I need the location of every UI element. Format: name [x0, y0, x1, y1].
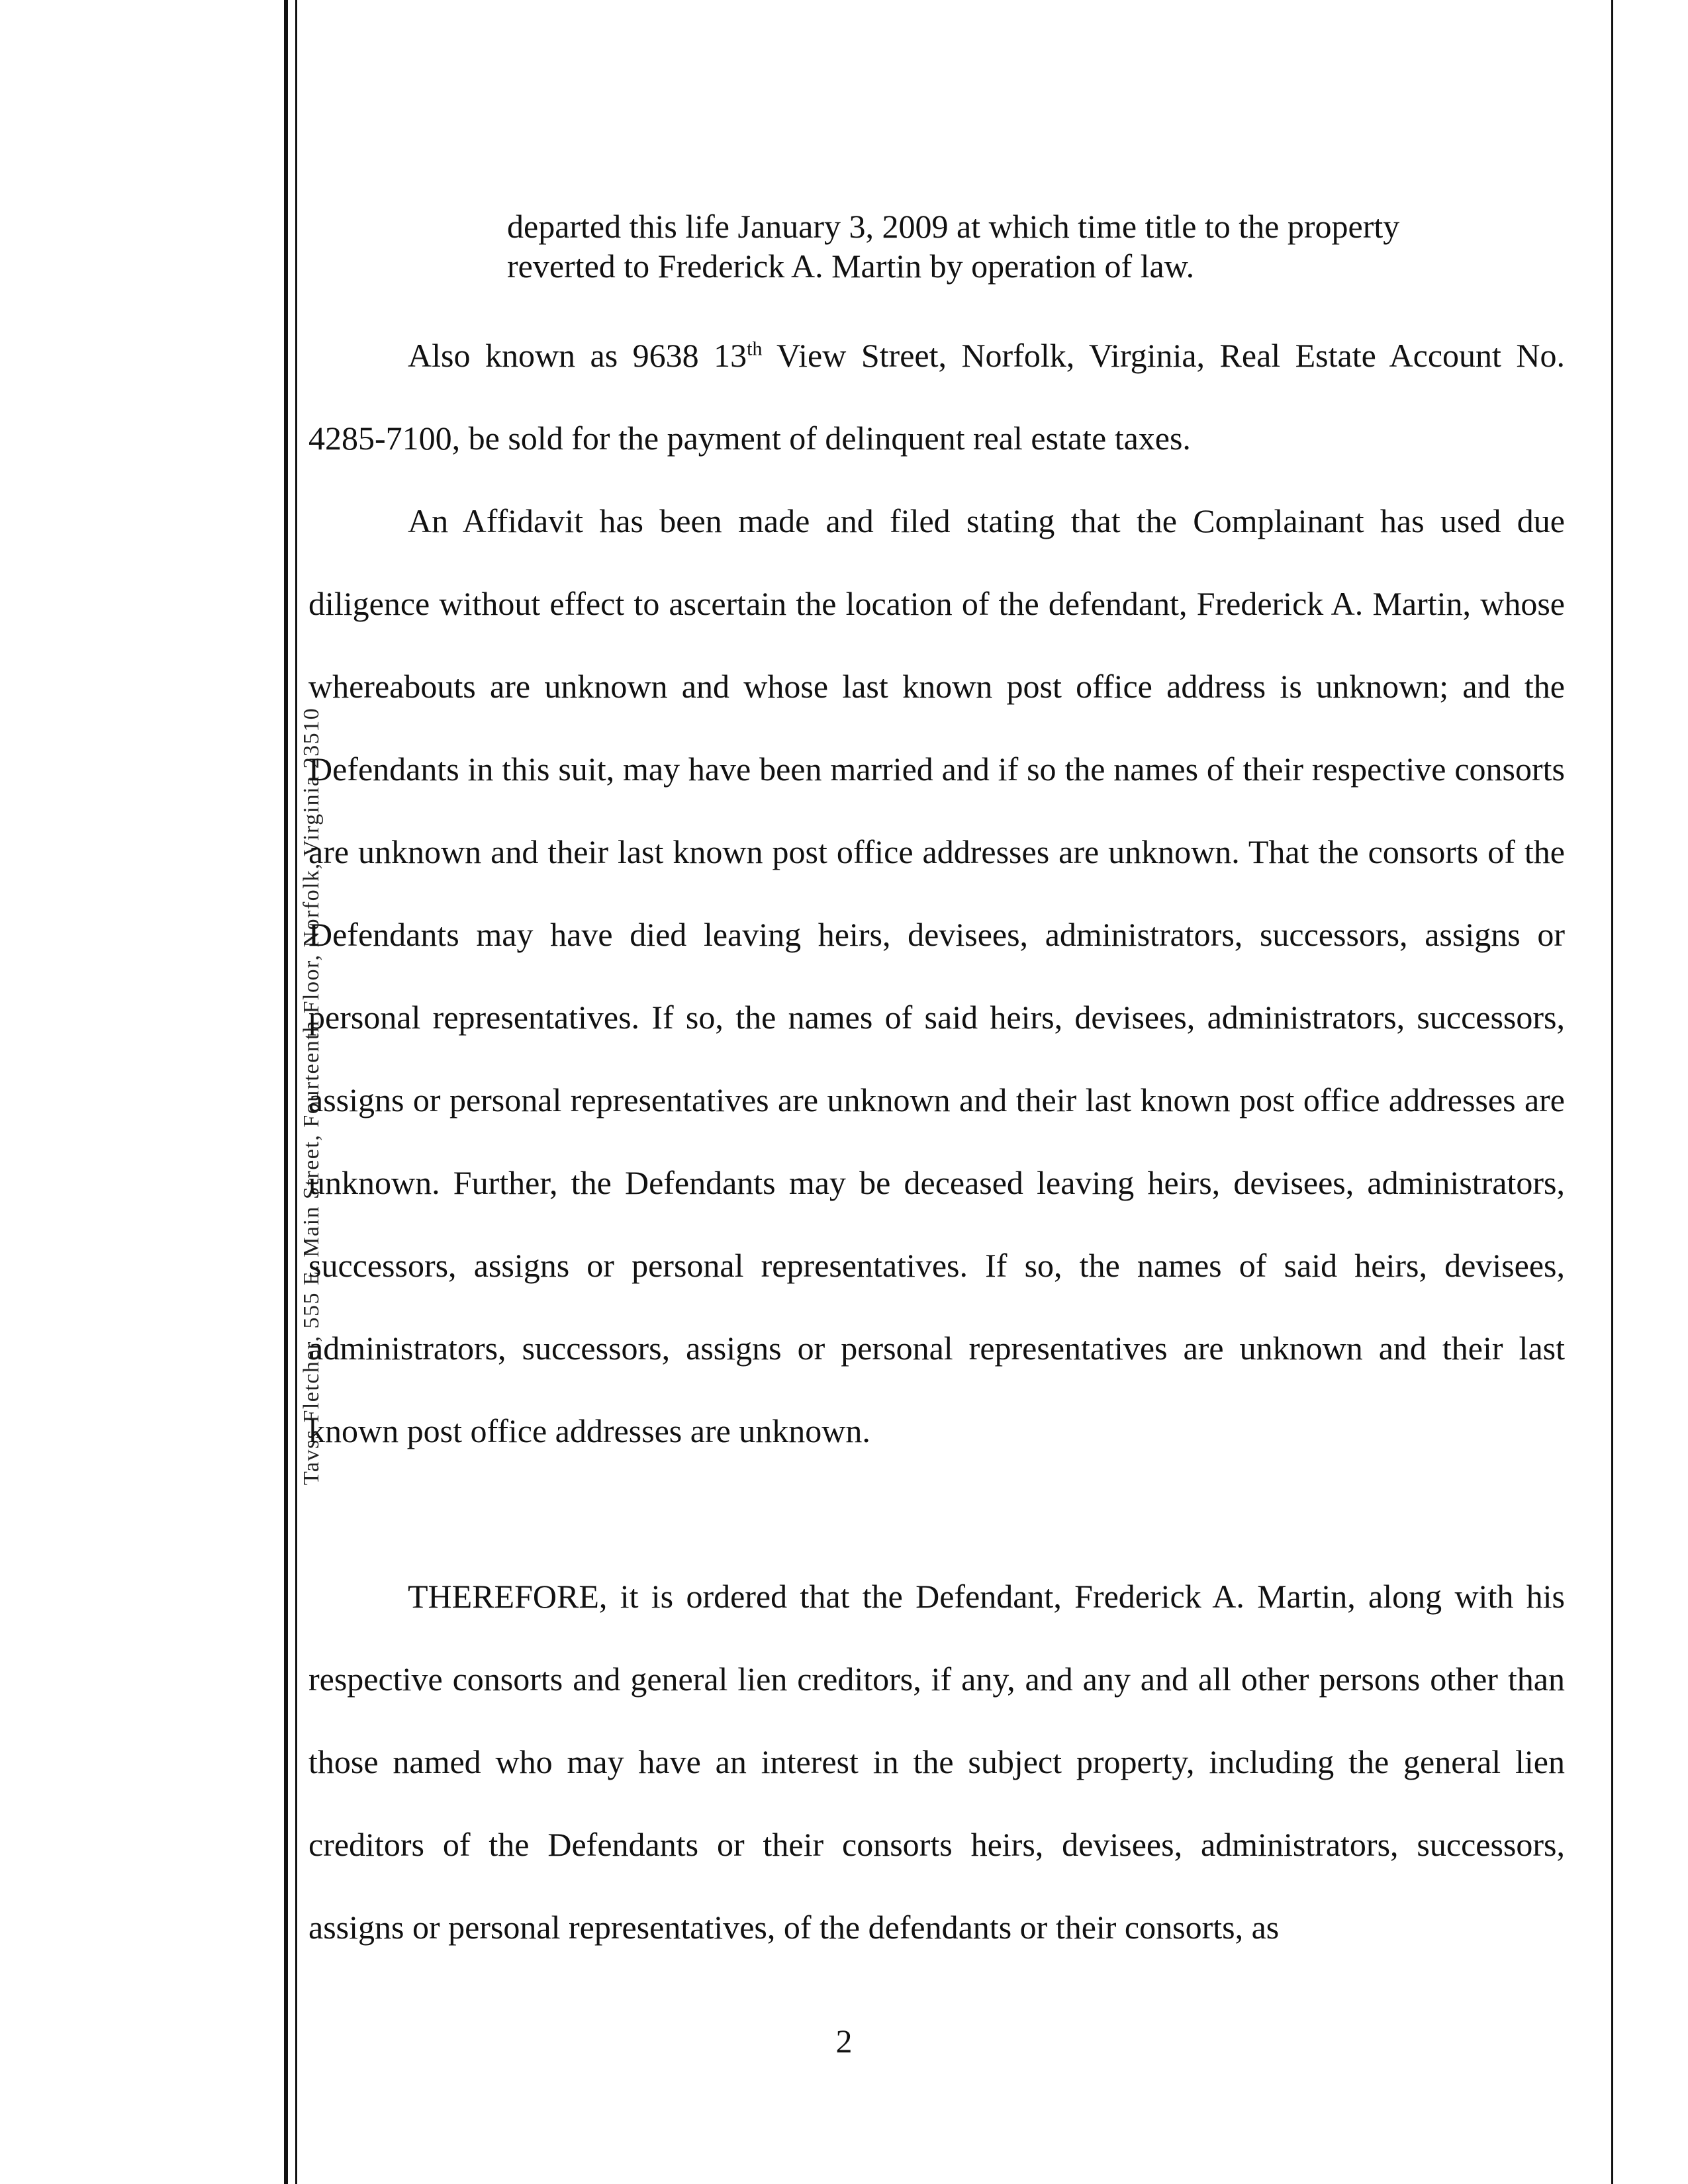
left-margin-rule-inner — [295, 0, 297, 2184]
paragraph-affidavit: An Affidavit has been made and filed stating that the Complainant has used due diligence without effect to ascertain the location of the defendant, Frederick A. Martin, whose whereabouts are unknown and whose last known post office address is unknown; and the Defendants in this suit, may have been married and if so the names of their respective consorts are unknown and their last known post office addresses are unknown. That the consorts of the Defendants may have died leaving heirs, devisees, administrators, successors, assigns or personal representatives. If so, the names of said heirs, devisees, administrators, successors, assigns or personal representatives are unknown and their last known post office addresses are unknown. Further, the Defendants may be deceased leaving heirs, devisees, administrators, successors, assigns or personal representatives. If so, the names of said heirs, devisees, administrators, successors, assigns or personal representatives are unknown and their last known post office addresses are unknown. — [308, 502, 1565, 1449]
left-margin-rule-outer — [284, 0, 288, 2184]
address-text-start: Also known as 9638 13 — [408, 337, 747, 374]
paragraph-property-address — [308, 314, 1565, 480]
page-number: 2 — [835, 2023, 853, 2060]
property-description-quote: departed this life January 3, 2009 at which time title to the property reverted to Frederick A. Martin by operation of law. — [507, 208, 1400, 285]
paragraph-order: THEREFORE, it is ordered that the Defendant, Frederick A. Martin, along with his respective consorts and general lien creditors, if any, and any and all other persons other than those named who may have an interest in the subject property, including the general lien creditors of the Defendants or their consorts heirs, devisees, administrators, successors, assigns or personal representatives, of the defendants or their consorts, as — [308, 1578, 1565, 1946]
address-text-end: View Street, Norfolk, Virginia, Real Estate Account No. 4285-7100, be sold for the payment of delinquent real estate taxes. — [308, 337, 1565, 457]
firm-address-sidebar: Tavss Fletcher, 555 E. Main Street, Fourteenth Floor, Norfolk, Virginia 23510 — [299, 707, 324, 1485]
ordinal-superscript: th — [747, 338, 763, 360]
right-margin-rule — [1611, 0, 1613, 2184]
